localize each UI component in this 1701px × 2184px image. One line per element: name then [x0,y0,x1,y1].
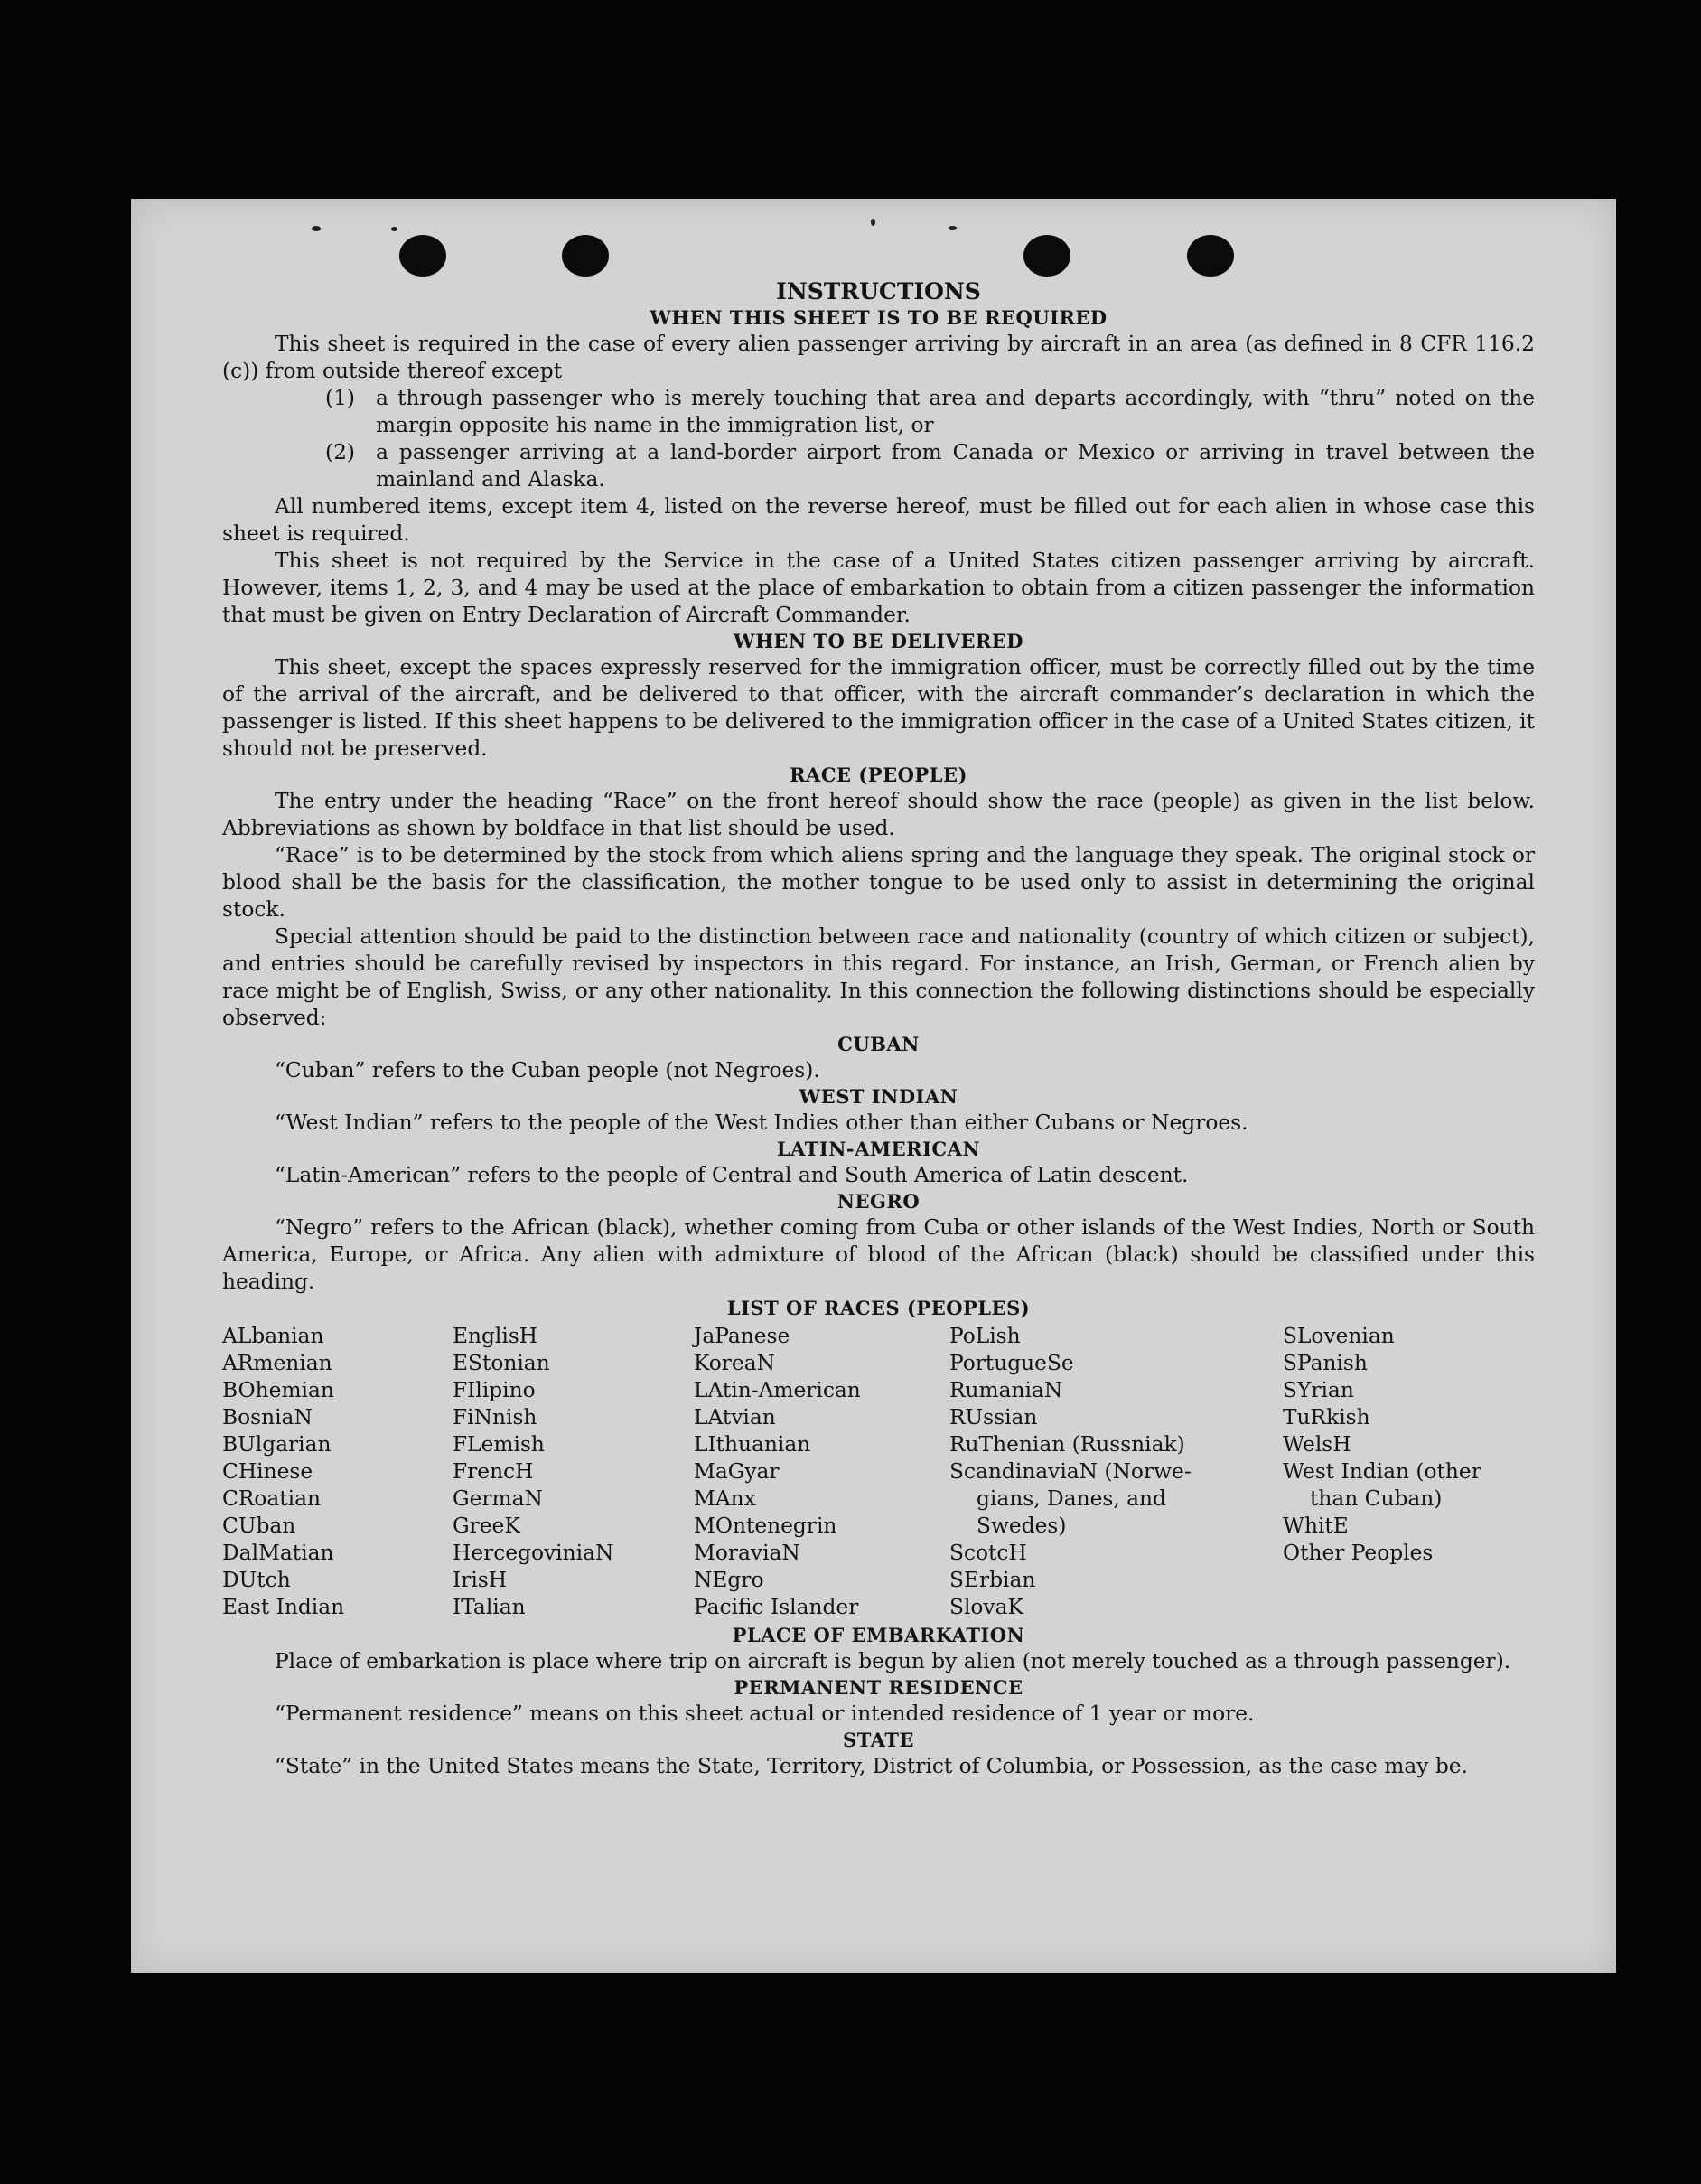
race-entry: BUlgarian [222,1432,332,1457]
punch-hole [1023,235,1070,277]
page-title: INSTRUCTIONS [776,278,981,305]
paragraph: “Latin-American” refers to the people of Central and South America of Latin descent. [275,1163,1189,1187]
race-entry: ARmenian [222,1351,332,1375]
race-entry: WelsH [1283,1432,1351,1457]
race-entry: RUssian [949,1405,1038,1429]
speck [391,227,397,231]
race-entry: TuRkish [1283,1405,1370,1429]
paragraph: This sheet is not required by the Service in the case of a United States citizen passenger arriving by aircraft. However, items 1, 2, 3, and 4 may be used at the place of embarkation to obtain from a citizen passenger the information that must be given on Entry Declaration of Aircraft Commander. [222,548,1535,627]
paragraph: Special attention should be paid to the distinction between race and nationality (country of which citizen or subject), and entries should be carefully revised by inspectors in this regard. For instance, an Irish, German, or French alien by race might be of English, Swiss, or any other nationality. In this connection the following distinctions should be especially observed: [222,924,1535,1030]
speck [312,226,321,231]
race-entry: SErbian [949,1568,1036,1592]
races-column-1 [222,1323,453,1621]
list-item [222,439,1535,493]
race-entry: FLemish [453,1432,545,1457]
race-entry: HercegoviniaN [453,1541,614,1565]
section-heading-delivered: WHEN TO BE DELIVERED [733,630,1023,652]
section-heading-required: WHEN THIS SHEET IS TO BE REQUIRED [650,306,1108,329]
race-entry: ALbanian [222,1324,324,1348]
paragraph: All numbered items, except item 4, listed on the reverse hereof, must be filled out for each alien in whose case this sheet is required. [222,494,1535,546]
races-list [222,1323,1535,1621]
race-entry: LAtin-American [694,1378,861,1402]
race-entry: MAnx [694,1486,756,1511]
race-entry: LAtvian [694,1405,776,1429]
section-heading-list-of-races: LIST OF RACES (PEOPLES) [726,1297,1031,1319]
race-entry-continued: than Cuban) [1310,1486,1443,1511]
item-number: (1) [325,386,356,410]
section-heading-cuban: CUBAN [837,1033,920,1055]
race-entry-continued: Swedes) [977,1514,1067,1538]
race-entry: KoreaN [694,1351,776,1375]
race-entry: CRoatian [222,1486,321,1511]
race-entry: ScotcH [949,1541,1027,1565]
paragraph: The entry under the heading “Race” on the front hereof should show the race (people) as given in the list below. Abbreviations as shown by boldface in that list should be used. [222,789,1535,840]
race-entry: ITalian [453,1595,526,1619]
races-column-4 [949,1323,1283,1621]
race-entry: JaPanese [694,1324,790,1348]
race-entry: PoLish [949,1324,1021,1348]
race-entry: EnglisH [453,1324,538,1348]
race-entry: DalMatian [222,1541,334,1565]
race-entry: FiNnish [453,1405,537,1429]
item-text: a passenger arriving at a land-border airport from Canada or Mexico or arriving in travel between the mainland and Alaska. [376,440,1535,492]
race-entry: CUban [222,1514,296,1538]
race-entry: SPanish [1283,1351,1368,1375]
section-heading-state: STATE [843,1729,914,1751]
race-entry: Pacific Islander [694,1595,859,1619]
race-entry: FrencH [453,1459,534,1484]
race-entry: Other Peoples [1283,1541,1434,1565]
race-entry-continued: gians, Danes, and [977,1486,1166,1511]
race-entry: MoraviaN [694,1541,800,1565]
race-entry: MaGyar [694,1459,780,1484]
paragraph: “State” in the United States means the State, Territory, District of Columbia, or Possession, as the case may be. [275,1754,1468,1778]
section-heading-race: RACE (PEOPLE) [790,764,967,786]
race-entry: ScandinaviaN (Norwe- [949,1459,1192,1484]
paragraph: “Cuban” refers to the Cuban people (not Negroes). [275,1058,820,1083]
race-entry: GermaN [453,1486,543,1511]
race-entry: RumaniaN [949,1378,1063,1402]
section-heading-residence: PERMANENT RESIDENCE [734,1676,1023,1699]
list-item [222,385,1535,439]
punch-hole [562,235,609,277]
race-entry: East Indian [222,1595,345,1619]
section-heading-embarkation: PLACE OF EMBARKATION [732,1624,1025,1646]
race-entry: SYrian [1283,1378,1354,1402]
race-entry: BOhemian [222,1378,334,1402]
paragraph: “Race” is to be determined by the stock from which aliens spring and the language they speak. The original stock or blood shall be the basis for the classification, the mother tongue to be used only to assist in determining the original stock. [222,843,1535,922]
races-column-2 [453,1323,694,1621]
race-entry: IrisH [453,1568,508,1592]
race-entry: DUtch [222,1568,291,1592]
race-entry: LIthuanian [694,1432,811,1457]
item-number: (2) [325,440,356,464]
race-entry: PortugueSe [949,1351,1074,1375]
punch-hole [1187,235,1234,277]
races-column-5 [1283,1323,1519,1621]
paragraph: “Negro” refers to the African (black), whether coming from Cuba or other islands of the West Indies, North or South America, Europe, or Africa. Any alien with admixture of blood of the African (black) should be classified under this heading. [222,1215,1535,1294]
race-entry: West Indian (other [1283,1459,1481,1484]
race-entry: CHinese [222,1459,313,1484]
paragraph: This sheet, except the spaces expressly reserved for the immigration officer, must be correctly filled out by the time of the arrival of the aircraft, and be delivered to that officer, with the aircraft commander’s declaration in which the passenger is listed. If this sheet happens to be delivered to the immigration officer in the case of a United States citizen, it should not be preserved. [222,655,1535,761]
race-entry: MOntenegrin [694,1514,837,1538]
paragraph: “Permanent residence” means on this sheet actual or intended residence of 1 year or more. [275,1701,1255,1726]
race-entry: WhitE [1283,1514,1349,1538]
section-heading-west-indian: WEST INDIAN [799,1085,958,1108]
race-entry: SLovenian [1283,1324,1395,1348]
races-column-3 [694,1323,949,1621]
section-heading-negro: NEGRO [836,1190,921,1213]
paragraph: Place of embarkation is place where trip on aircraft is begun by alien (not merely touched as a through passenger). [275,1649,1511,1673]
race-entry: BosniaN [222,1405,313,1429]
race-entry: SlovaK [949,1595,1023,1619]
paragraph: This sheet is required in the case of every alien passenger arriving by aircraft in an area (as defined in 8 CFR 116.2 (c)) from outside thereof except [222,332,1535,383]
speck [949,226,957,230]
race-entry: GreeK [453,1514,520,1538]
speck [871,219,875,226]
race-entry: RuThenian (Russniak) [949,1432,1185,1457]
paragraph: “West Indian” refers to the people of the West Indies other than either Cubans or Negroes. [275,1111,1248,1135]
race-entry: NEgro [694,1568,764,1592]
race-entry: EStonian [453,1351,550,1375]
race-entry: FIlipino [453,1378,536,1402]
item-text: a through passenger who is merely touching that area and departs accordingly, with “thru” noted on the margin opposite his name in the immigration list, or [376,386,1535,437]
punch-hole [399,235,446,277]
section-heading-latin-american: LATIN-AMERICAN [776,1138,981,1160]
document-sheet [131,199,1616,1973]
